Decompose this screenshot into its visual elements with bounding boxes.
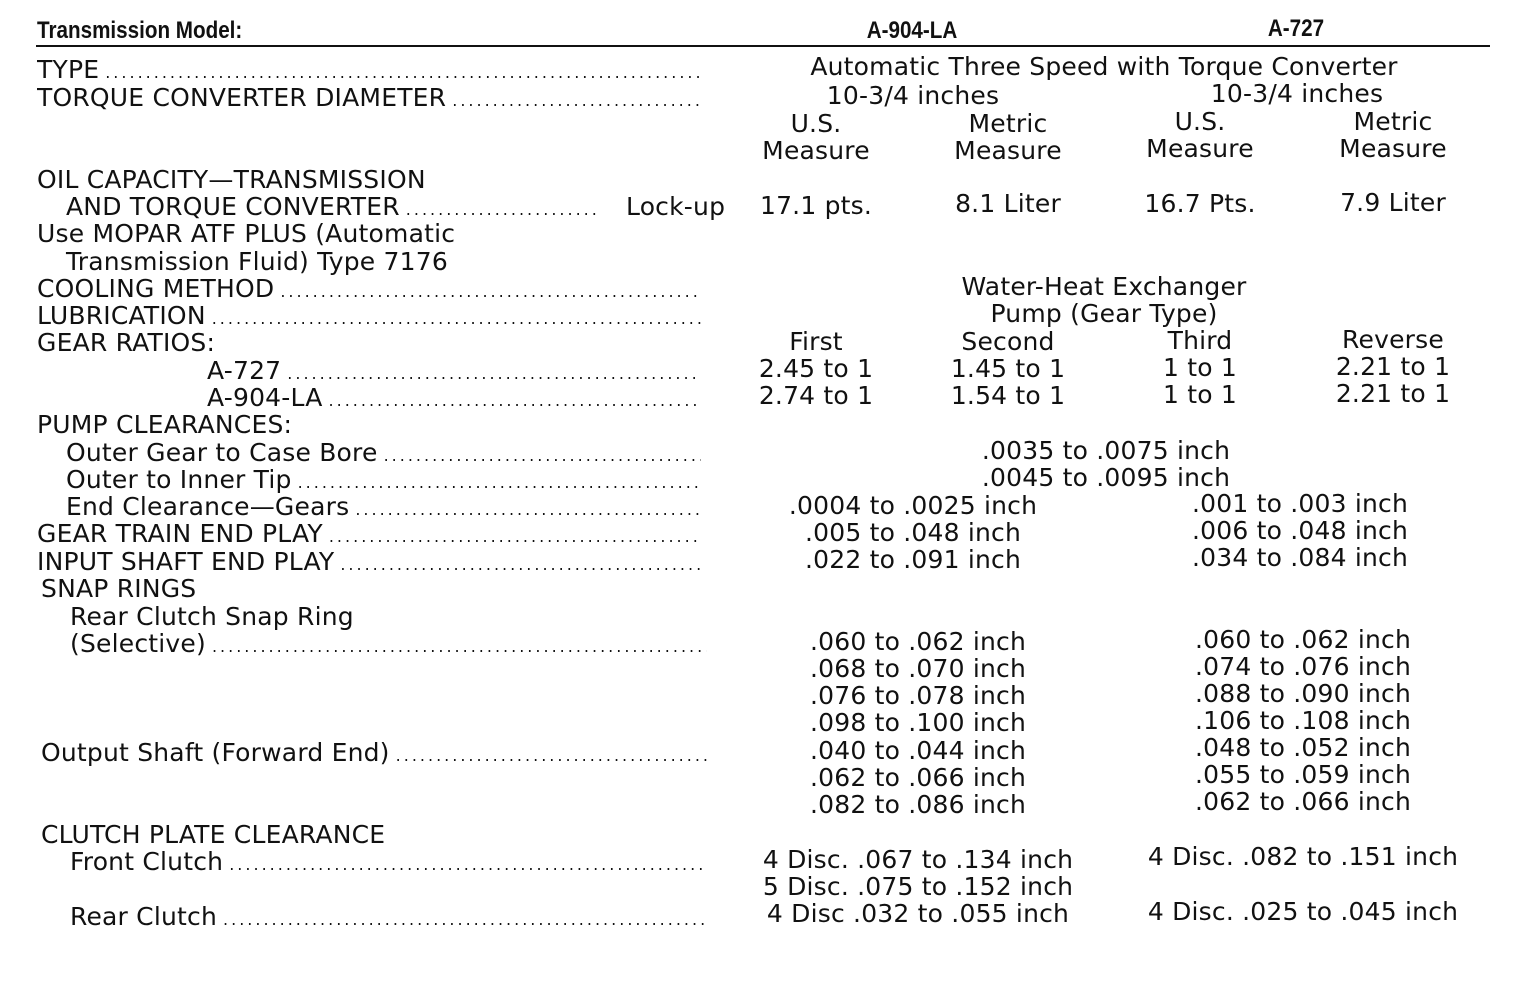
leader-dots [206,633,707,657]
gear-ratio-header-third: Third [1167,326,1233,355]
header-rule [36,45,1490,47]
oil-capacity-b-metric: 7.9 Liter [1340,188,1446,217]
gear-ratio-value: 1.54 to 1 [950,381,1066,410]
rear-clutch-snap-label: Rear Clutch Snap Ring [70,602,354,631]
leader-dots [323,523,701,547]
unit-us-b-measure: Measure [1146,134,1254,163]
outer-inner-label: Outer to Inner Tip ..... [66,466,701,493]
front-clutch-label: Front Clutch ..... [70,848,707,875]
model-a-header: A-904-LA [866,17,958,44]
unit-metric-b: Metric [1353,107,1433,136]
rear-clutch-label: Rear Clutch ..... [70,903,707,930]
gear-train-b: .006 to .048 inch [1191,516,1409,545]
output-shaft-a: .082 to .086 inch [809,790,1027,819]
gear-ratio-value: 2.74 to 1 [758,381,874,410]
unit-metric-b-measure: Measure [1339,134,1447,163]
input-shaft-b: .034 to .084 inch [1191,543,1409,572]
outer-gear-label: Outer Gear to Case Bore ..... [66,439,701,466]
torque-converter-a: 10-3/4 inches [826,81,1000,110]
output-shaft-a: .062 to .066 inch [809,763,1027,792]
rear-clutch-snap-b: .106 to .108 inch [1194,706,1412,735]
oil-capacity-a-us: 17.1 pts. [759,191,873,220]
oil-capacity-label-2: AND TORQUE CONVERTER ..... [66,193,598,220]
output-shaft-label: Output Shaft (Forward End) ..... [41,739,707,766]
leader-dots [206,305,701,329]
model-b-header: A-727 [1267,15,1325,42]
end-clearance-b: .001 to .003 inch [1191,489,1409,518]
leader-dots [281,360,701,384]
clutch-plate-label: CLUTCH PLATE CLEARANCE [41,820,386,849]
leader-dots [217,906,707,930]
gear-ratio-header-reverse: Reverse [1342,325,1444,354]
outer-inner-value: .0045 to .0095 inch [981,463,1231,492]
input-shaft-a: .022 to .091 inch [804,545,1022,574]
gear-ratio-row-model: A-727 ..... [207,357,701,384]
unit-us-b: U.S. [1174,107,1226,136]
unit-metric-a-measure: Measure [954,136,1062,165]
rear-clutch-snap-b: .088 to .090 inch [1194,679,1412,708]
gear-ratio-value: 2.45 to 1 [758,354,874,383]
gear-ratio-value: 1.45 to 1 [950,354,1066,383]
pump-clearances-label: PUMP CLEARANCES: [37,410,293,439]
torque-converter-label: TORQUE CONVERTER DIAMETER ..... [37,84,701,111]
torque-converter-b: 10-3/4 inches [1210,79,1384,108]
leader-dots [223,851,707,875]
unit-us-a-measure: Measure [762,136,870,165]
gear-ratio-header-first: First [789,327,843,356]
gear-ratio-value: 1 to 1 [1162,380,1238,409]
gear-train-label: GEAR TRAIN END PLAY ..... [37,520,701,547]
rear-clutch-snap-a: .060 to .062 inch [809,627,1027,656]
front-clutch-b: 4 Disc. .082 to .151 inch [1147,842,1459,871]
rear-clutch-b: 4 Disc. .025 to .045 inch [1147,897,1459,926]
snap-rings-label: SNAP RINGS [41,574,197,603]
output-shaft-b: .048 to .052 inch [1194,733,1412,762]
cooling-method-label: COOLING METHOD ..... [37,275,701,302]
unit-us-a: U.S. [790,109,842,138]
output-shaft-b: .055 to .059 inch [1194,760,1412,789]
leader-dots [292,469,701,493]
rear-clutch-snap-label-2: (Selective) ..... [70,630,707,657]
rear-clutch-a: 4 Disc .032 to .055 inch [766,899,1070,928]
lubrication-label: LUBRICATION ..... [37,302,701,329]
oil-note-line-1: Use MOPAR ATF PLUS (Automatic [37,219,456,248]
rear-clutch-snap-a: .076 to .078 inch [809,681,1027,710]
leader-dots [323,387,701,411]
leader-dots [378,442,701,466]
rear-clutch-snap-b: .060 to .062 inch [1194,625,1412,654]
output-shaft-b: .062 to .066 inch [1194,787,1412,816]
unit-metric-a: Metric [968,109,1048,138]
outer-gear-value: .0035 to .0075 inch [981,436,1231,465]
cooling-method-value: Water-Heat Exchanger [961,272,1247,301]
leader-dots [274,278,701,302]
model-header-label: Transmission Model: [37,17,243,44]
oil-capacity-qualifier: Lock-up [626,192,726,221]
input-shaft-label: INPUT SHAFT END PLAY ..... [37,548,701,575]
output-shaft-a: .040 to .044 inch [809,736,1027,765]
end-clearance-a: .0004 to .0025 inch [788,491,1038,520]
type-value: Automatic Three Speed with Torque Converter [810,52,1398,81]
gear-ratio-value: 2.21 to 1 [1335,379,1451,408]
leader-dots [446,87,701,111]
oil-capacity-label: OIL CAPACITY—TRANSMISSION [37,165,426,194]
end-clearance-label: End Clearance—Gears ..... [66,493,701,520]
leader-dots [400,196,598,220]
type-label: TYPE ..... [37,56,701,83]
leader-dots [334,551,701,575]
oil-note-line-2: Transmission Fluid) Type 7176 [66,247,448,276]
leader-dots [349,496,701,520]
leader-dots [390,742,707,766]
gear-ratio-value: 1 to 1 [1162,353,1238,382]
gear-ratio-value: 2.21 to 1 [1335,352,1451,381]
gear-ratios-label: GEAR RATIOS: [37,328,216,357]
front-clutch-a: 5 Disc. .075 to .152 inch [762,872,1074,901]
gear-train-a: .005 to .048 inch [804,518,1022,547]
lubrication-value: Pump (Gear Type) [990,299,1218,328]
rear-clutch-snap-a: .098 to .100 inch [809,708,1027,737]
front-clutch-a: 4 Disc. .067 to .134 inch [762,845,1074,874]
rear-clutch-snap-a: .068 to .070 inch [809,654,1027,683]
rear-clutch-snap-b: .074 to .076 inch [1194,652,1412,681]
oil-capacity-a-metric: 8.1 Liter [955,189,1061,218]
gear-ratio-row-model: A-904-LA ..... [207,384,701,411]
oil-capacity-b-us: 16.7 Pts. [1144,189,1256,218]
leader-dots [99,59,701,83]
gear-ratio-header-second: Second [961,327,1055,356]
